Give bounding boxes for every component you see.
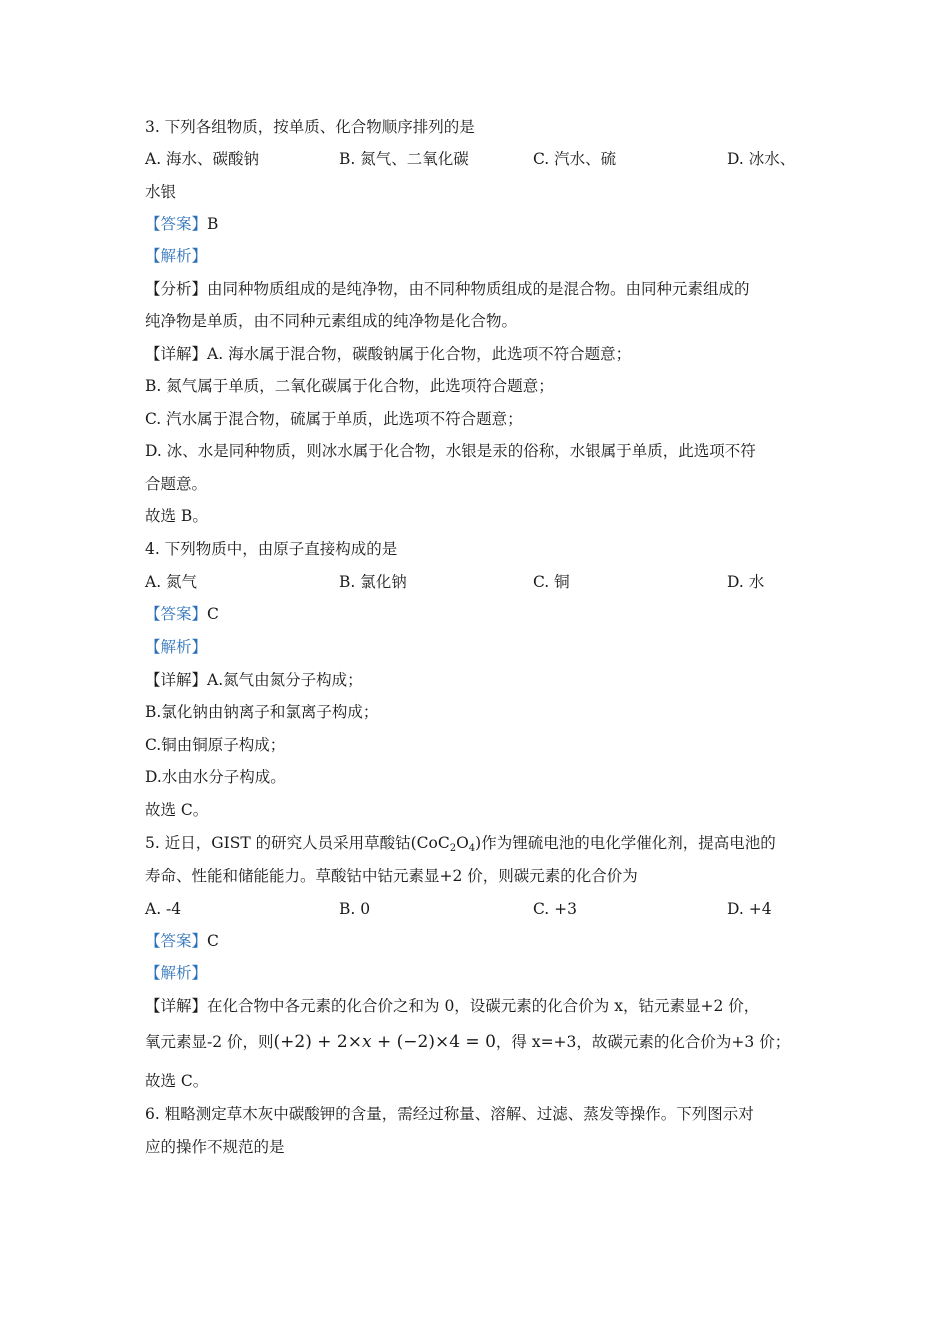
q5-answer: C [207,932,219,950]
q3-detail-b: B. 氮气属于单质，二氧化碳属于化合物，此选项符合题意； [145,377,554,395]
q3-option-d-wrap: 水银 [145,183,177,201]
q4-option-c: C. 铜 [533,573,570,591]
q5-detail-2a: 氧元素显-2 价，则 [145,1033,274,1051]
eq-term-2: + 2× [311,1032,362,1052]
eq-term-4: (−2) [396,1032,435,1052]
formula-subscript-4: 4 [468,843,476,854]
q5-option-a: A. -4 [145,900,182,918]
answer-tag: 【答案】 [145,932,208,950]
q4-detail-b: B.氯化钠由钠离子和氯离子构成； [145,703,379,721]
eq-term-1: (+2) [273,1032,312,1052]
q5-detail-1 [145,995,759,1017]
formula-subscript-2: 2 [449,843,457,854]
q3-fenxi-line-1 [145,278,750,300]
q5-detail-2 [145,1031,790,1053]
q5-option-b: B. 0 [339,900,371,918]
q5-stem-1c: )作为锂硫电池的电化学催化剂，提高电池的 [475,834,776,852]
q5-analysis-tag: 【解析】 [145,964,208,982]
q5-stem-1a: 5. 近日，GIST 的研究人员采用草酸钴(CoC [145,834,450,852]
q5-answer-line [145,930,219,952]
q6-stem-2: 应的操作不规范的是 [145,1138,285,1156]
q3-fenxi-line-2: 纯净物是单质，由不同种元素组成的纯净物是化合物。 [145,312,518,330]
q5-stem-1b: O [456,834,469,852]
q5-stem-1 [145,832,776,854]
q3-option-c: C. 汽水、硫 [533,150,617,168]
q4-conclusion: 故选 C。 [145,801,209,819]
q5-detail-2b: ，得 x=+3，故碳元素的化合价为+3 价； [495,1033,791,1051]
q5-option-c: C. +3 [533,900,578,918]
eq-term-5: ×4 = 0 [434,1032,496,1052]
q4-analysis-tag: 【解析】 [145,638,208,656]
q3-option-d: D. 冰水、 [727,150,796,168]
fenxi-tag: 【分析】 [145,280,208,298]
q4-option-b: B. 氯化钠 [339,573,407,591]
q4-detail-a-text: A.氮气由氮分子构成； [207,671,363,689]
eq-term-3: + [371,1032,397,1052]
eq-variable: x [361,1032,372,1052]
q3-answer-line [145,213,218,235]
q3-options [145,148,825,170]
answer-tag: 【答案】 [145,215,208,233]
q3-option-a: A. 海水、碳酸钠 [145,150,260,168]
valence-equation [274,1032,496,1052]
q3-answer: B [207,215,219,233]
q4-detail-c: C.铜由铜原子构成； [145,736,286,754]
q4-option-d: D. 水 [727,573,765,591]
q3-detail-d-2: 合题意。 [145,475,208,493]
q3-detail-c: C. 汽水属于混合物，硫属于单质，此选项不符合题意； [145,410,523,428]
q6-stem-1: 6. 粗略测定草木灰中碳酸钾的含量，需经过称量、溶解、过滤、蒸发等操作。下列图示对 [145,1105,754,1123]
q3-fenxi-text-1: 由同种物质组成的是纯净物，由不同种物质组成的是混合物。由同种元素组成的 [207,280,750,298]
q4-answer-line [145,603,219,625]
q5-option-d: D. +4 [727,900,772,918]
answer-tag: 【答案】 [145,605,208,623]
q3-analysis-tag: 【解析】 [145,247,208,265]
q4-detail-a [145,669,363,691]
q3-stem: 3. 下列各组物质，按单质、化合物顺序排列的是 [145,118,475,136]
q3-conclusion: 故选 B。 [145,507,208,525]
detail-tag: 【详解】 [145,997,208,1015]
q3-detail-a-text: A. 海水属于混合物，碳酸钠属于化合物，此选项不符合题意； [207,345,632,363]
q3-detail-d-1: D. 冰、水是同种物质，则冰水属于化合物，水银是汞的俗称，水银属于单质，此选项不符 [145,442,756,460]
q5-conclusion: 故选 C。 [145,1072,209,1090]
q4-option-a: A. 氮气 [145,573,198,591]
q3-detail-a [145,343,631,365]
q4-answer: C [207,605,219,623]
detail-tag: 【详解】 [145,671,208,689]
q3-option-b: B. 氮气、二氧化碳 [339,150,469,168]
q4-stem: 4. 下列物质中，由原子直接构成的是 [145,540,398,558]
q5-stem-2: 寿命、性能和储能能力。草酸钴中钴元素显+2 价，则碳元素的化合价为 [145,867,638,885]
q4-options [145,571,825,593]
q5-options [145,898,825,920]
detail-tag: 【详解】 [145,345,208,363]
q5-detail-1-text: 在化合物中各元素的化合价之和为 0，设碳元素的化合价为 x，钴元素显+2 价， [207,997,760,1015]
q4-detail-d: D.水由水分子构成。 [145,768,286,786]
